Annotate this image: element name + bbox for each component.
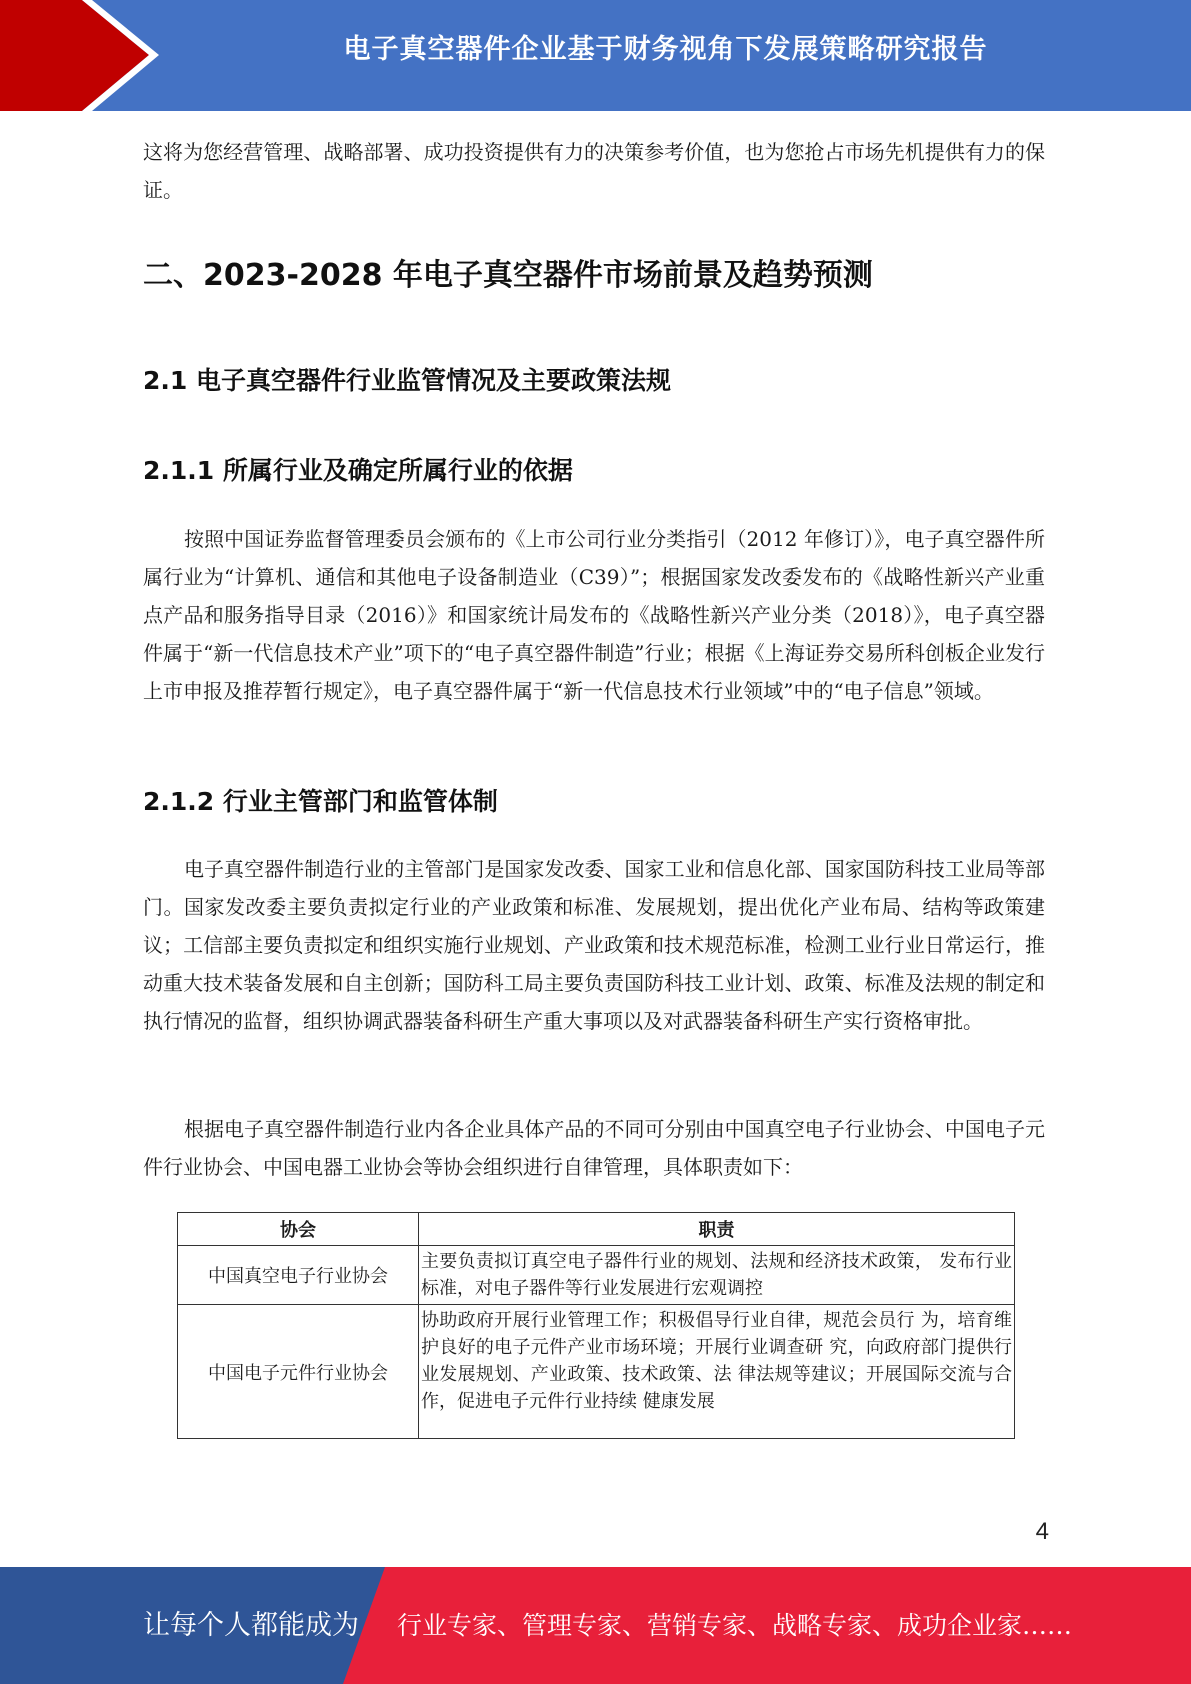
table-header-row (178, 1213, 1015, 1246)
section-heading: 二、2023-2028 年电子真空器件市场前景及趋势预测 (143, 258, 873, 293)
paragraph-industry-classification: 按照中国证券监督管理委员会颁布的《上市公司行业分类指引（2012 年修订）》，电子真空器件所属行业为“计算机、通信和其他电子设备制造业（C39）”；根据国家发改委发布的《战略性新兴产业重点产品和服务指导目录（2016）》和国家统计局发布的《战略性新兴产业分类（2018）》，电子真空器件属于“新一代信息技术产业”项下的“电子真空器件制造”行业；根据《上海证券交易所科创板企业发行上市申报及推荐暂行规定》，电子真空器件属于“新一代信息技术行业领域”中的“电子信息”领域。 (143, 527, 1045, 703)
table-header-duty: 职责 (419, 1213, 1015, 1246)
table-header-association: 协会 (178, 1213, 419, 1246)
footer-slogan-left: 让每个人都能成为 (143, 1610, 359, 1641)
table-row (178, 1246, 1015, 1305)
page-number: 4 (1035, 1518, 1049, 1545)
table-cell-duty: 主要负责拟订真空电子器件行业的规划、法规和经济技术政策， 发布行业标准，对电子器件等行业发展进行宏观调控 (419, 1246, 1015, 1305)
association-duty-table (177, 1212, 1015, 1439)
table-cell-association: 中国电子元件行业协会 (178, 1305, 419, 1439)
table-row (178, 1305, 1015, 1439)
intro-paragraph: 这将为您经营管理、战略部署、成功投资提供有力的决策参考价值，也为您抢占市场先机提供有力的保证。 (143, 140, 1045, 202)
paragraph-regulators: 电子真空器件制造行业的主管部门是国家发改委、国家工业和信息化部、国家国防科技工业局等部门。国家发改委主要负责拟定行业的产业政策和标准、发展规划，提出优化产业布局、结构等政策建议；工信部主要负责拟定和组织实施行业规划、产业政策和技术规范标准，检测工业行业日常运行，推动重大技术装备发展和自主创新；国防科工局主要负责国防科技工业计划、政策、标准及法规的制定和执行情况的监督，组织协调武器装备科研生产重大事项以及对武器装备科研生产实行资格审批。 (143, 857, 1045, 1033)
table-cell-association: 中国真空电子行业协会 (178, 1246, 419, 1305)
table-cell-duty: 协助政府开展行业管理工作；积极倡导行业自律，规范会员行 为，培育维护良好的电子元件产业市场环境；开展行业调查研 究，向政府部门提供行业发展规划、产业政策、技术政策、法 律法规等建议；开展国际交流与合作，促进电子元件行业持续 健康发展 (419, 1305, 1015, 1439)
sub-heading-2-1-2: 2.1.2 行业主管部门和监管体制 (143, 787, 498, 816)
subsection-heading: 2.1 电子真空器件行业监管情况及主要政策法规 (143, 366, 671, 395)
header-title: 电子真空器件企业基于财务视角下发展策略研究报告 (343, 34, 988, 65)
paragraph-associations: 根据电子真空器件制造行业内各企业具体产品的不同可分别由中国真空电子行业协会、中国电子元件行业协会、中国电器工业协会等协会组织进行自律管理，具体职责如下： (143, 1117, 1045, 1179)
footer-slogan-right: 行业专家、管理专家、营销专家、战略专家、成功企业家…… (397, 1611, 1073, 1640)
page-footer (0, 1567, 1191, 1684)
page-header (0, 0, 1191, 111)
sub-heading-2-1-1: 2.1.1 所属行业及确定所属行业的依据 (143, 456, 573, 485)
